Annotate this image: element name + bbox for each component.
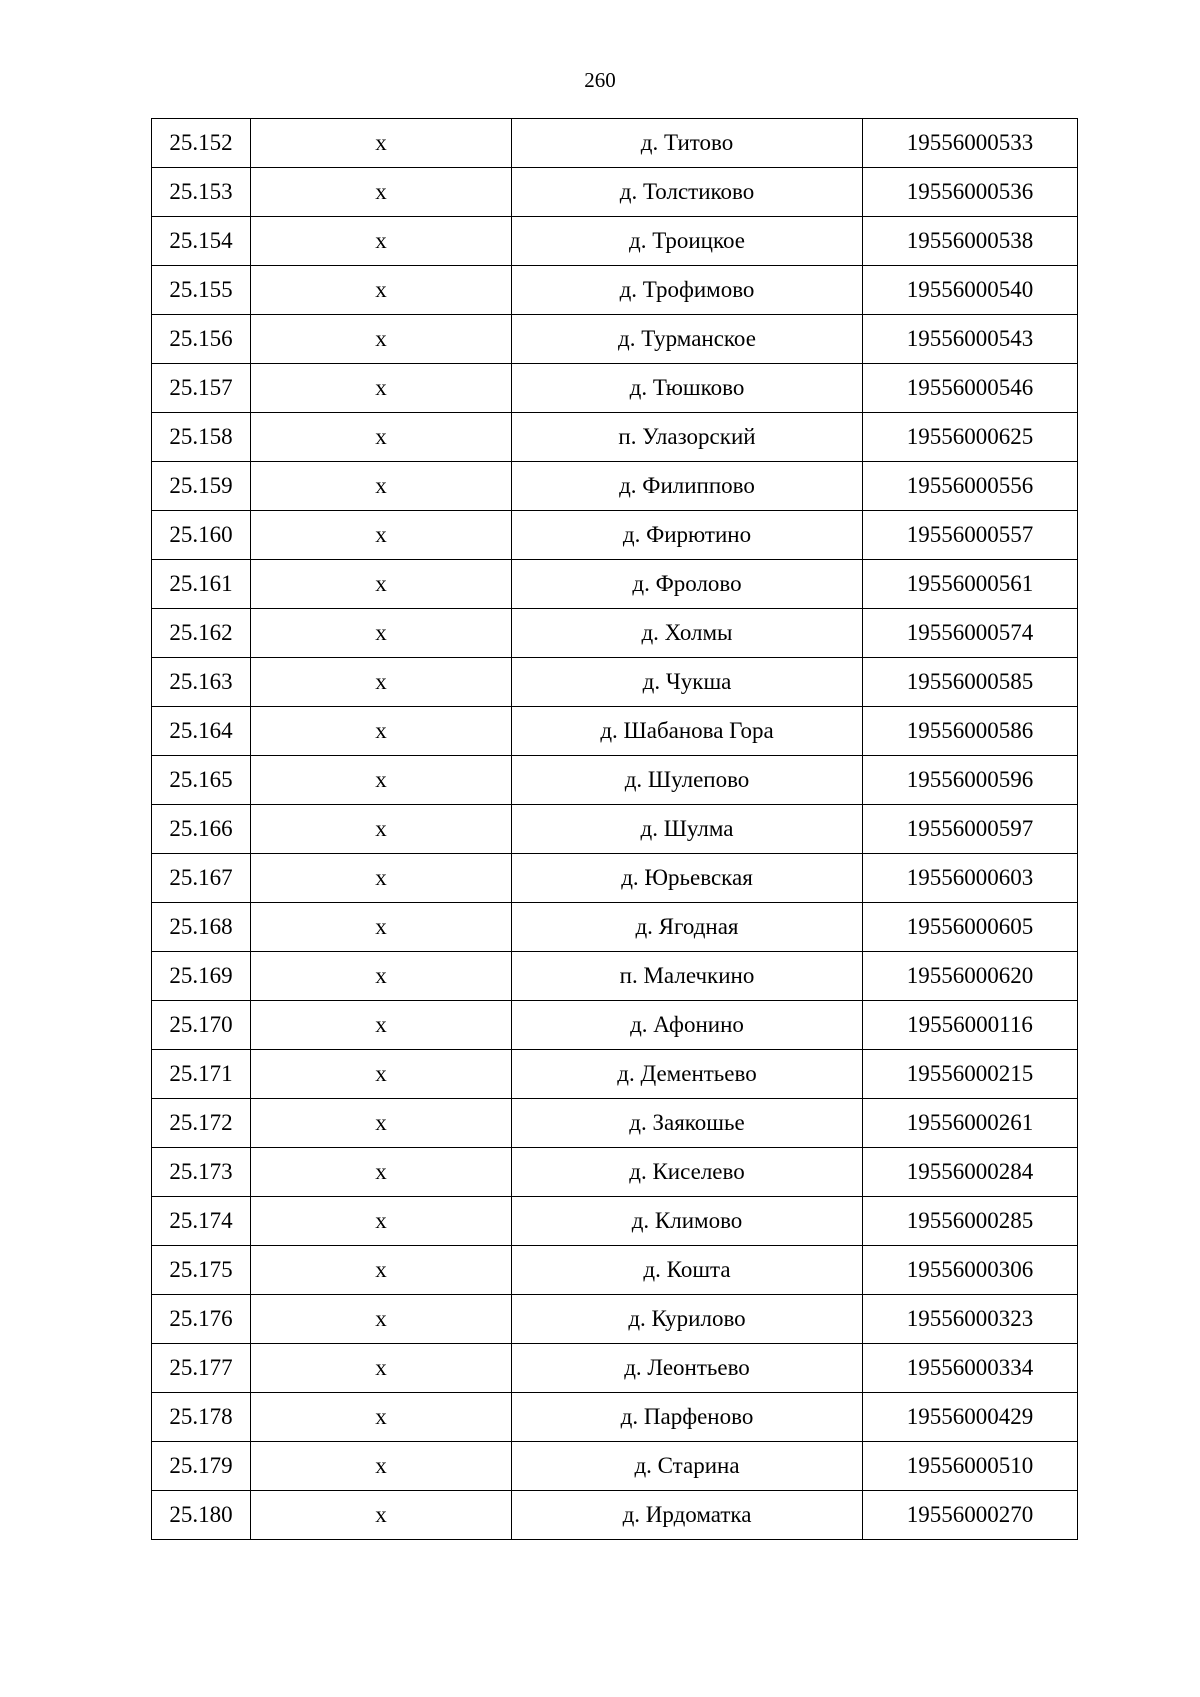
mark-cell: х — [251, 756, 512, 805]
oktmo-code-cell: 19556000533 — [863, 119, 1078, 168]
table-row — [152, 658, 1078, 707]
row-number-cell: 25.169 — [152, 952, 251, 1001]
row-number-cell: 25.160 — [152, 511, 251, 560]
row-number-cell: 25.162 — [152, 609, 251, 658]
settlement-name-cell: д. Шулма — [512, 805, 863, 854]
table-row — [152, 1491, 1078, 1540]
oktmo-code-cell: 19556000574 — [863, 609, 1078, 658]
row-number-cell: 25.155 — [152, 266, 251, 315]
mark-cell: х — [251, 658, 512, 707]
oktmo-code-cell: 19556000536 — [863, 168, 1078, 217]
settlement-name-cell: д. Ирдоматка — [512, 1491, 863, 1540]
mark-cell: х — [251, 462, 512, 511]
settlement-name-cell: д. Климово — [512, 1197, 863, 1246]
table-row — [152, 1148, 1078, 1197]
row-number-cell: 25.154 — [152, 217, 251, 266]
mark-cell: х — [251, 1197, 512, 1246]
row-number-cell: 25.174 — [152, 1197, 251, 1246]
mark-cell: х — [251, 609, 512, 658]
table-row — [152, 168, 1078, 217]
row-number-cell: 25.164 — [152, 707, 251, 756]
table-row — [152, 1393, 1078, 1442]
row-number-cell: 25.178 — [152, 1393, 251, 1442]
mark-cell: х — [251, 1148, 512, 1197]
oktmo-code-cell: 19556000603 — [863, 854, 1078, 903]
mark-cell: х — [251, 1491, 512, 1540]
settlement-name-cell: д. Толстиково — [512, 168, 863, 217]
row-number-cell: 25.172 — [152, 1099, 251, 1148]
table-row — [152, 609, 1078, 658]
row-number-cell: 25.159 — [152, 462, 251, 511]
table-row — [152, 854, 1078, 903]
table-row — [152, 707, 1078, 756]
settlement-name-cell: п. Малечкино — [512, 952, 863, 1001]
oktmo-code-cell: 19556000546 — [863, 364, 1078, 413]
oktmo-code-cell: 19556000215 — [863, 1050, 1078, 1099]
oktmo-code-cell: 19556000625 — [863, 413, 1078, 462]
mark-cell: х — [251, 315, 512, 364]
row-number-cell: 25.157 — [152, 364, 251, 413]
mark-cell: х — [251, 1050, 512, 1099]
mark-cell: х — [251, 1246, 512, 1295]
mark-cell: х — [251, 217, 512, 266]
table-row — [152, 413, 1078, 462]
table-row — [152, 217, 1078, 266]
table-row — [152, 1099, 1078, 1148]
mark-cell: х — [251, 1295, 512, 1344]
oktmo-code-cell: 19556000557 — [863, 511, 1078, 560]
oktmo-code-cell: 19556000585 — [863, 658, 1078, 707]
table-row — [152, 560, 1078, 609]
oktmo-code-cell: 19556000261 — [863, 1099, 1078, 1148]
settlement-name-cell: д. Чукша — [512, 658, 863, 707]
mark-cell: х — [251, 511, 512, 560]
table-row — [152, 1442, 1078, 1491]
oktmo-code-cell: 19556000334 — [863, 1344, 1078, 1393]
settlement-name-cell: д. Титово — [512, 119, 863, 168]
page-number: 260 — [584, 68, 616, 92]
row-number-cell: 25.175 — [152, 1246, 251, 1295]
row-number-cell: 25.170 — [152, 1001, 251, 1050]
mark-cell: х — [251, 805, 512, 854]
oktmo-code-cell: 19556000597 — [863, 805, 1078, 854]
oktmo-code-cell: 19556000116 — [863, 1001, 1078, 1050]
settlement-name-cell: д. Дементьево — [512, 1050, 863, 1099]
oktmo-code-cell: 19556000556 — [863, 462, 1078, 511]
oktmo-code-cell: 19556000538 — [863, 217, 1078, 266]
oktmo-code-cell: 19556000605 — [863, 903, 1078, 952]
mark-cell: х — [251, 903, 512, 952]
settlement-name-cell: д. Тюшково — [512, 364, 863, 413]
table-row — [152, 1050, 1078, 1099]
table-row — [152, 805, 1078, 854]
table-row — [152, 315, 1078, 364]
settlement-name-cell: д. Холмы — [512, 609, 863, 658]
settlement-name-cell: д. Филиппово — [512, 462, 863, 511]
mark-cell: х — [251, 952, 512, 1001]
table-row — [152, 1295, 1078, 1344]
table-row — [152, 952, 1078, 1001]
settlement-name-cell: д. Шабанова Гора — [512, 707, 863, 756]
row-number-cell: 25.180 — [152, 1491, 251, 1540]
mark-cell: х — [251, 1099, 512, 1148]
settlement-name-cell: д. Троицкое — [512, 217, 863, 266]
mark-cell: х — [251, 413, 512, 462]
settlement-name-cell: д. Юрьевская — [512, 854, 863, 903]
row-number-cell: 25.167 — [152, 854, 251, 903]
mark-cell: х — [251, 119, 512, 168]
table-row — [152, 756, 1078, 805]
settlement-name-cell: д. Парфеново — [512, 1393, 863, 1442]
mark-cell: х — [251, 364, 512, 413]
oktmo-code-cell: 19556000429 — [863, 1393, 1078, 1442]
oktmo-code-cell: 19556000284 — [863, 1148, 1078, 1197]
row-number-cell: 25.161 — [152, 560, 251, 609]
table-row — [152, 1197, 1078, 1246]
settlement-name-cell: д. Заякошье — [512, 1099, 863, 1148]
mark-cell: х — [251, 560, 512, 609]
oktmo-code-cell: 19556000510 — [863, 1442, 1078, 1491]
settlement-name-cell: д. Трофимово — [512, 266, 863, 315]
table-row — [152, 511, 1078, 560]
row-number-cell: 25.165 — [152, 756, 251, 805]
settlement-name-cell: д. Леонтьево — [512, 1344, 863, 1393]
table-row — [152, 1344, 1078, 1393]
oktmo-code-cell: 19556000586 — [863, 707, 1078, 756]
mark-cell: х — [251, 707, 512, 756]
table-body — [152, 119, 1078, 1540]
table-row — [152, 1001, 1078, 1050]
settlement-name-cell: д. Курилово — [512, 1295, 863, 1344]
settlement-name-cell: д. Турманское — [512, 315, 863, 364]
oktmo-code-cell: 19556000323 — [863, 1295, 1078, 1344]
mark-cell: х — [251, 168, 512, 217]
table-row — [152, 266, 1078, 315]
row-number-cell: 25.152 — [152, 119, 251, 168]
oktmo-code-cell: 19556000540 — [863, 266, 1078, 315]
table-row — [152, 364, 1078, 413]
mark-cell: х — [251, 854, 512, 903]
table-row — [152, 462, 1078, 511]
row-number-cell: 25.166 — [152, 805, 251, 854]
settlement-name-cell: д. Кошта — [512, 1246, 863, 1295]
mark-cell: х — [251, 1344, 512, 1393]
row-number-cell: 25.153 — [152, 168, 251, 217]
settlement-name-cell: д. Киселево — [512, 1148, 863, 1197]
oktmo-code-cell: 19556000285 — [863, 1197, 1078, 1246]
oktmo-code-cell: 19556000596 — [863, 756, 1078, 805]
oktmo-code-cell: 19556000270 — [863, 1491, 1078, 1540]
row-number-cell: 25.163 — [152, 658, 251, 707]
row-number-cell: 25.158 — [152, 413, 251, 462]
row-number-cell: 25.156 — [152, 315, 251, 364]
settlements-table — [151, 118, 1078, 1540]
row-number-cell: 25.177 — [152, 1344, 251, 1393]
settlement-name-cell: п. Улазорский — [512, 413, 863, 462]
settlement-name-cell: д. Афонино — [512, 1001, 863, 1050]
oktmo-code-cell: 19556000561 — [863, 560, 1078, 609]
oktmo-code-cell: 19556000306 — [863, 1246, 1078, 1295]
oktmo-code-cell: 19556000543 — [863, 315, 1078, 364]
row-number-cell: 25.176 — [152, 1295, 251, 1344]
settlement-name-cell: д. Ягодная — [512, 903, 863, 952]
settlement-name-cell: д. Шулепово — [512, 756, 863, 805]
mark-cell: х — [251, 1442, 512, 1491]
row-number-cell: 25.173 — [152, 1148, 251, 1197]
mark-cell: х — [251, 266, 512, 315]
settlement-name-cell: д. Фирютино — [512, 511, 863, 560]
table-row — [152, 903, 1078, 952]
row-number-cell: 25.179 — [152, 1442, 251, 1491]
row-number-cell: 25.171 — [152, 1050, 251, 1099]
row-number-cell: 25.168 — [152, 903, 251, 952]
table-row — [152, 1246, 1078, 1295]
settlement-name-cell: д. Старина — [512, 1442, 863, 1491]
mark-cell: х — [251, 1001, 512, 1050]
oktmo-code-cell: 19556000620 — [863, 952, 1078, 1001]
mark-cell: х — [251, 1393, 512, 1442]
settlement-name-cell: д. Фролово — [512, 560, 863, 609]
table-row — [152, 119, 1078, 168]
